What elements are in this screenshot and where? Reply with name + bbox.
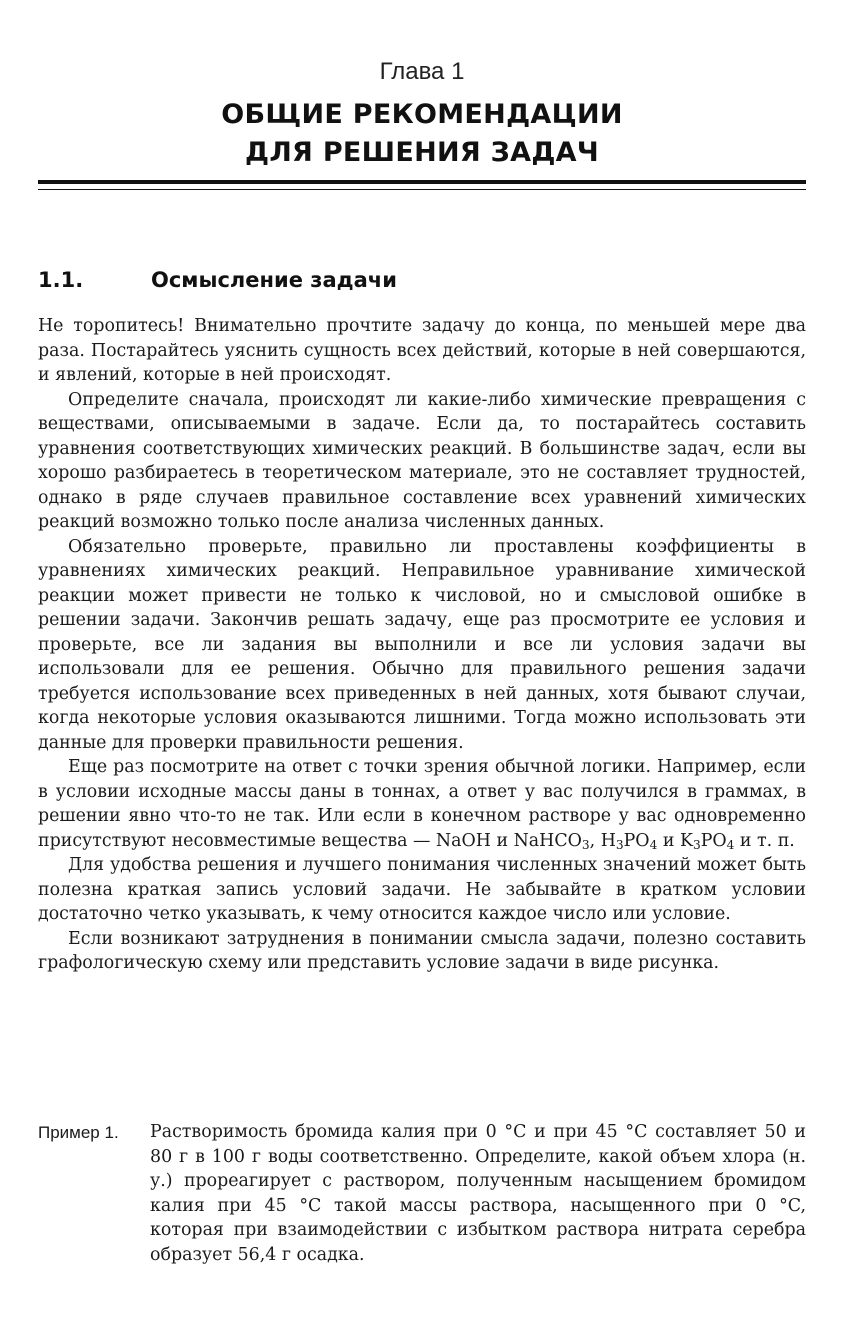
chapter-title (38, 96, 806, 172)
paragraph-4 (38, 755, 806, 853)
formula-text: и K (657, 830, 693, 851)
formula-text: и т. п. (734, 830, 795, 851)
formula-text: PO (623, 830, 650, 851)
section-title: Осмысление задачи (151, 268, 397, 292)
chapter-label: Глава 1 (379, 58, 465, 85)
chapter-title-line-2: ДЛЯ РЕШЕНИЯ ЗАДАЧ (244, 137, 600, 168)
example-block (38, 1120, 806, 1267)
subscript: 3 (692, 837, 701, 852)
formula-text: , H (589, 830, 616, 851)
chapter-rule-thin (38, 189, 806, 190)
subscript: 3 (581, 837, 590, 852)
formula-text: PO (700, 830, 727, 851)
example-label: Пример 1. (38, 1123, 119, 1142)
subscript: 3 (615, 837, 624, 852)
example-text: Растворимость бромида калия при 0 °C и при 45 °C составляет 50 и 80 г в 100 г воды соответственно. Определите, какой объем хлора (н. у.) прореагирует с раствором, полученным насыщением бромидом калия при 45 °C такой массы раствора, насыщенного при 0 °C, которая при взаимодействии с избытком раствора нитрата серебра образует 56,4 г осадка. (150, 1122, 806, 1265)
body-text (38, 314, 806, 976)
paragraph-3: Обязательно проверьте, правильно ли проставлены коэффициенты в уравнениях химических реакций. Неправильное уравнивание химической реакции может привести не только к числовой, но и смысловой ошибке в решении задачи. Закончив решать задачу, еще раз просмотрите ее условия и проверьте, все ли задания вы выполнили и все ли условия задачи вы использовали для ее решения. Обычно для правильного решения задачи требуется использование всех приведенных в ней данных, хотя бывают случаи, когда некоторые условия оказываются лишними. Тогда можно использовать эти данные для проверки правильности решения. (38, 536, 806, 753)
paragraph-4-text: Еще раз посмотрите на ответ с точки зрения обычной логики. Например, если в условии исходные массы даны в тоннах, а ответ у вас получился в граммах, в решении явно что-то не так. Или если в конечном растворе у вас одновременно присутствуют несовместимые вещества — NaOH и NaHCO (38, 757, 806, 851)
paragraph-6: Если возникают затруднения в понимании смысла задачи, полезно составить графологическую схему или представить условие задачи в виде рисунка. (38, 928, 806, 973)
subscript: 4 (649, 837, 658, 852)
section-heading (38, 268, 806, 292)
section-number: 1.1. (38, 268, 84, 292)
paragraph-1: Не торопитесь! Внимательно прочтите задачу до конца, по меньшей мере два раза. Постарайтесь уяснить сущность всех действий, которые в ней совершаются, и явлений, которые в ней происходят. (38, 316, 806, 385)
paragraph-2: Определите сначала, происходят ли какие-либо химические превращения с веществами, описываемыми в задаче. Если да, то постарайтесь составить уравнения соответствующих химических реакций. В большинстве задач, если вы хорошо разбираетесь в теоретическом материале, это не составляет трудностей, однако в ряде случаев правильное составление всех уравнений химических реакций возможно только после анализа численных данных. (38, 389, 806, 532)
chapter-rule-thick (38, 180, 806, 184)
subscript: 4 (726, 837, 735, 852)
chapter-title-line-1: ОБЩИЕ РЕКОМЕНДАЦИИ (221, 99, 623, 130)
paragraph-5: Для удобства решения и лучшего понимания численных значений может быть полезна краткая запись условий задачи. Не забывайте в кратком условии достаточно четко указывать, к чему относится каждое число или условие. (38, 855, 806, 924)
